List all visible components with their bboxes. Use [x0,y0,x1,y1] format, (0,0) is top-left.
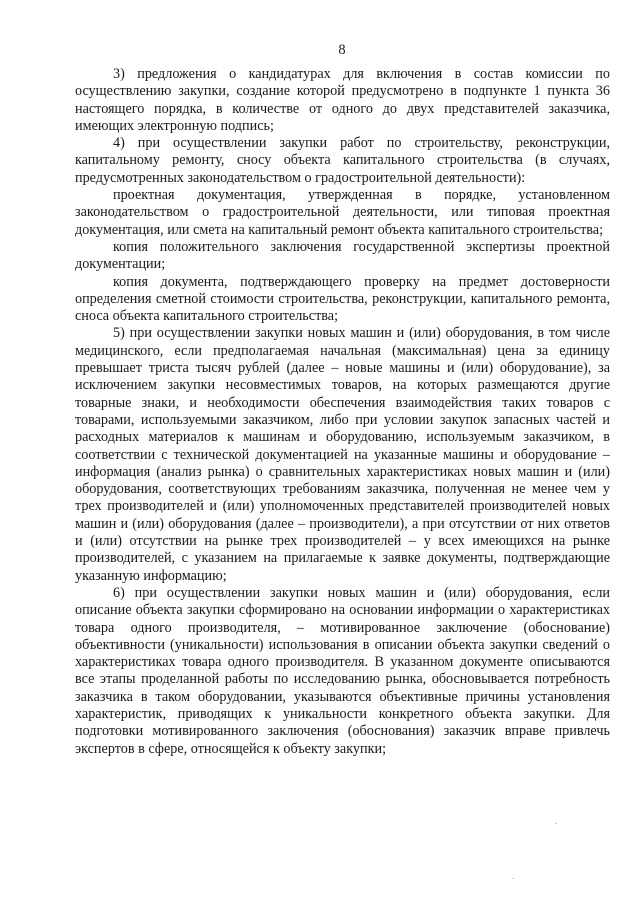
page-number: 8 [338,42,346,58]
paragraph-item-6-single-manufacturer: 6) при осуществлении закупки новых машин и (или) оборудования, если описание объекта закупки сформировано на основании информации о характеристиках товара одного производителя, – мотивированное заключение (обоснование) объективности (уникальности) использования в описании объекта закупки сведений о характеристиках товара одного производителя. В указанном документе описываются все этапы проделанной работы по исследованию рынка, обосновывается потребность заказчика в таком оборудовании, указываются объективные причины установления характеристик, приводящих к уникальности конкретного объекта закупки. Для подготовки мотивированного заключения (обоснования) заказчик вправе привлечь экспертов в сфере, относящейся к объекту закупки; [75,584,610,757]
scan-speck [555,823,557,824]
paragraph-estimate-verification: копия документа, подтверждающего проверку на предмет достоверности определения сметной стоимости строительства, реконструкции, капитального ремонта, сноса объекта капитального строительства; [75,273,610,325]
paragraph-item-5-new-machines: 5) при осуществлении закупки новых машин и (или) оборудования, в том числе медицинского, если предполагаемая начальная (максимальная) цена за единицу превышает триста тысяч рублей (далее – новые машины и (или) оборудование), за исключением закупки несовместимых товаров, на которых размещаются другие товарные знаки, и необходимости обеспечения взаимодействия таких товаров с товарами, используемыми заказчиком, либо при условии закупок запасных частей и расходных материалов к машинам и оборудованию, используемым заказчиком, в соответствии с технической документацией на указанные машины и оборудование – информация (анализ рынка) о сравнительных характеристиках новых машин и (или) оборудования, соответствующих требованиям заказчика, полученная не менее чем у трех производителей и (или) уполномоченных представителей производителей новых машин и (или) оборудования (далее – производители), а при отсутствии от них ответов и (или) отсутствии на рынке трех производителей – у всех имеющихся на рынке производителей, с указанием на прилагаемые к заявке документы, подтверждающие указанную информацию; [75,325,610,584]
paragraph-item-3-proposals: 3) предложения о кандидатурах для включения в состав комиссии по осуществлению закупки, создание которой предусмотрено в подпункте 1 пункта 36 настоящего порядка, в количестве от одного до двух представителей заказчика, имеющих электронную подпись; [75,66,610,134]
paragraph-item-4-construction: 4) при осуществлении закупки работ по строительству, реконструкции, капитальному ремонту, сносу объекта капитального строительства (в случаях, предусмотренных законодательством о градостроительной деятельности): [75,135,610,186]
paragraph-expertise-copy: копия положительного заключения государственной экспертизы проектной документации; [75,238,610,273]
scan-speck [512,878,514,879]
paragraph-project-documentation: проектная документация, утвержденная в порядке, установленном законодательством о градостроительной деятельности, или типовая проектная документация, или смета на капитальный ремонт объекта капитального строительства; [75,187,610,238]
document-body [75,66,610,758]
